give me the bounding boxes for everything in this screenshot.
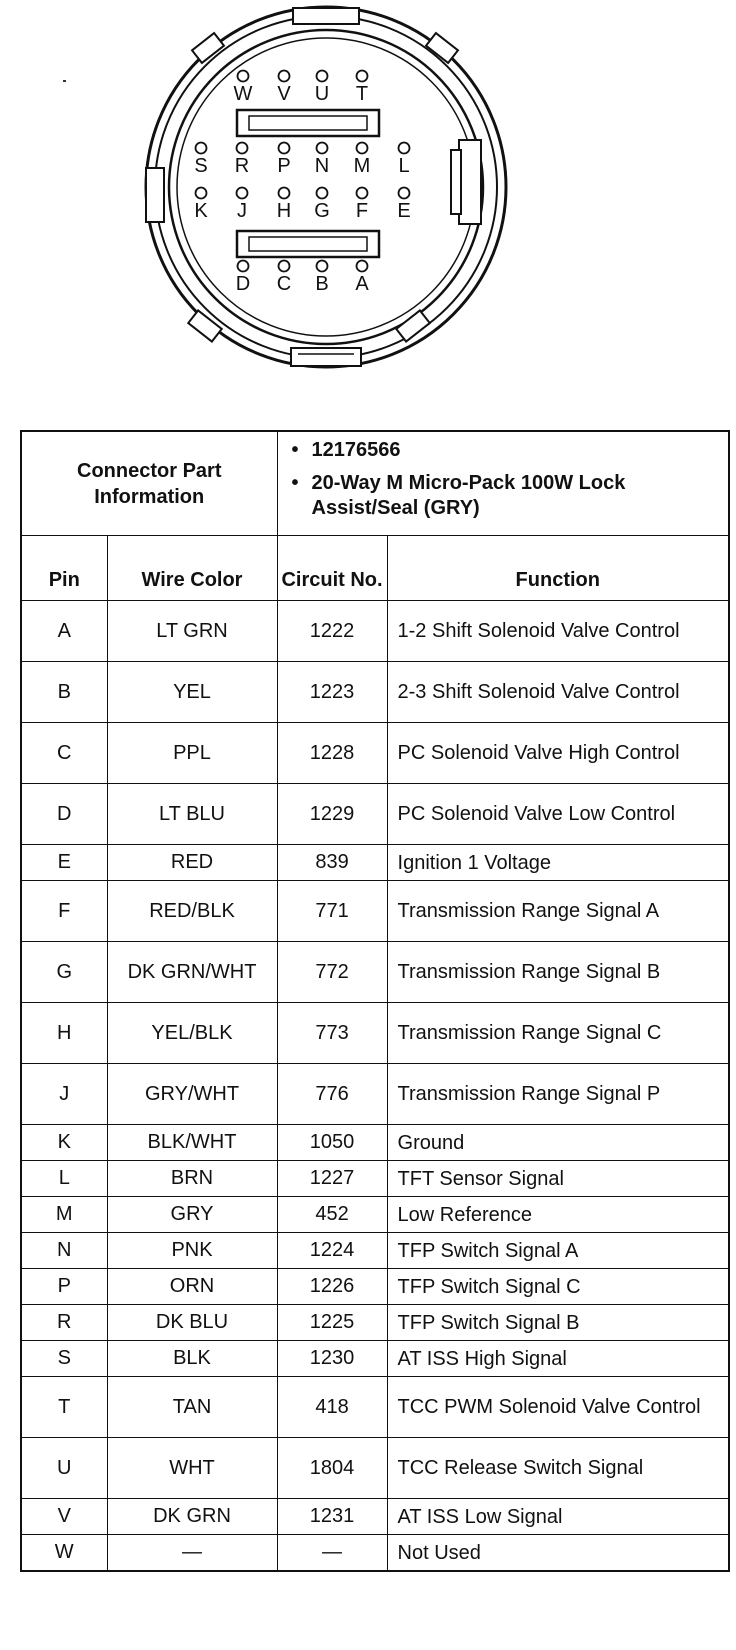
pin-cavity xyxy=(317,71,328,82)
pin-cell: P xyxy=(21,1269,107,1305)
circuit-cell: 839 xyxy=(277,845,387,881)
header-pin: Pin xyxy=(21,536,107,601)
function-cell: Transmission Range Signal C xyxy=(387,1003,729,1064)
pin-label: C xyxy=(276,273,292,295)
circuit-cell: 776 xyxy=(277,1064,387,1125)
function-cell: Transmission Range Signal A xyxy=(387,881,729,942)
function-cell: 2-3 Shift Solenoid Valve Control xyxy=(387,662,729,723)
circuit-cell: 1804 xyxy=(277,1438,387,1499)
table-row xyxy=(21,1064,729,1125)
pin-label: V xyxy=(277,83,291,105)
table-row xyxy=(21,662,729,723)
function-cell: Ground xyxy=(387,1125,729,1161)
table-row xyxy=(21,784,729,845)
function-cell: TCC PWM Solenoid Valve Control xyxy=(387,1377,729,1438)
function-cell: TCC Release Switch Signal xyxy=(387,1438,729,1499)
pin-cavity xyxy=(317,188,328,199)
table-row xyxy=(21,1125,729,1161)
pin-cell: D xyxy=(21,784,107,845)
wire-color-cell: DK BLU xyxy=(107,1305,277,1341)
pin-cavity xyxy=(357,261,368,272)
pin-cavity xyxy=(357,71,368,82)
table-row xyxy=(21,1233,729,1269)
table-row xyxy=(21,1003,729,1064)
pin-cell: U xyxy=(21,1438,107,1499)
function-cell: TFP Switch Signal B xyxy=(387,1305,729,1341)
wire-color-cell: PNK xyxy=(107,1233,277,1269)
rim-tab-lower-left xyxy=(188,310,221,341)
pin-cell: N xyxy=(21,1233,107,1269)
pin-cavity xyxy=(238,71,249,82)
pin-cell: L xyxy=(21,1161,107,1197)
pin-cell: S xyxy=(21,1341,107,1377)
circuit-cell: 1222 xyxy=(277,601,387,662)
right-latch xyxy=(459,140,481,224)
pin-cavity xyxy=(237,188,248,199)
pin-cell: T xyxy=(21,1377,107,1438)
column-header-row xyxy=(21,536,729,601)
pin-label: W xyxy=(233,83,253,105)
pin-label: F xyxy=(355,200,369,222)
circuit-cell: 1230 xyxy=(277,1341,387,1377)
function-cell: TFT Sensor Signal xyxy=(387,1161,729,1197)
rim-tab-upper-left xyxy=(192,33,224,63)
function-cell: Ignition 1 Voltage xyxy=(387,845,729,881)
table-row xyxy=(21,601,729,662)
circuit-cell: 1231 xyxy=(277,1499,387,1535)
circuit-cell: 418 xyxy=(277,1377,387,1438)
part-number: • 12176566 xyxy=(290,438,719,463)
pin-cavity xyxy=(279,143,290,154)
table-row xyxy=(21,881,729,942)
pin-cell: V xyxy=(21,1499,107,1535)
wire-color-cell: RED/BLK xyxy=(107,881,277,942)
connector-pinout-table xyxy=(20,430,730,1572)
circuit-cell: 773 xyxy=(277,1003,387,1064)
pin-cavity xyxy=(279,188,290,199)
table-row xyxy=(21,942,729,1003)
table-row xyxy=(21,845,729,881)
table-row xyxy=(21,1377,729,1438)
circuit-cell: 1227 xyxy=(277,1161,387,1197)
pin-cell: H xyxy=(21,1003,107,1064)
pin-label: E xyxy=(397,200,411,222)
circuit-cell: 1229 xyxy=(277,784,387,845)
pin-label: U xyxy=(314,83,330,105)
circuit-cell: 1225 xyxy=(277,1305,387,1341)
pin-label: M xyxy=(353,155,371,177)
function-cell: TFP Switch Signal A xyxy=(387,1233,729,1269)
table-row xyxy=(21,723,729,784)
wire-color-cell: ORN xyxy=(107,1269,277,1305)
pin-label: D xyxy=(235,273,251,295)
wire-color-cell: GRY xyxy=(107,1197,277,1233)
pin-label: S xyxy=(194,155,208,177)
table-row xyxy=(21,1341,729,1377)
table-row xyxy=(21,1161,729,1197)
wire-color-cell: YEL/BLK xyxy=(107,1003,277,1064)
pin-label: G xyxy=(314,200,330,222)
wire-color-cell: TAN xyxy=(107,1377,277,1438)
pin-cell: F xyxy=(21,881,107,942)
circuit-cell: 1224 xyxy=(277,1233,387,1269)
circuit-cell: 771 xyxy=(277,881,387,942)
connector-face-diagram xyxy=(0,0,736,390)
pin-cavity xyxy=(279,71,290,82)
connector-description: • 20-Way M Micro-Pack 100W Lock Assist/Seal (GRY) xyxy=(290,471,719,521)
header-function: Function xyxy=(387,536,729,601)
function-cell: AT ISS High Signal xyxy=(387,1341,729,1377)
connector-outer-ring-2 xyxy=(155,16,497,358)
pin-label: P xyxy=(277,155,291,177)
wire-color-cell: BLK/WHT xyxy=(107,1125,277,1161)
wire-color-cell: BRN xyxy=(107,1161,277,1197)
pin-cavity xyxy=(279,261,290,272)
function-cell: TFP Switch Signal C xyxy=(387,1269,729,1305)
circuit-cell: — xyxy=(277,1535,387,1572)
pin-label: J xyxy=(237,200,247,222)
pin-cavity xyxy=(399,188,410,199)
function-cell: 1-2 Shift Solenoid Valve Control xyxy=(387,601,729,662)
pin-cell: B xyxy=(21,662,107,723)
table-row xyxy=(21,1197,729,1233)
wire-color-cell: LT BLU xyxy=(107,784,277,845)
pin-cavity xyxy=(399,143,410,154)
function-cell: Not Used xyxy=(387,1535,729,1572)
pin-cavity xyxy=(357,143,368,154)
table-row xyxy=(21,1499,729,1535)
pin-cell: C xyxy=(21,723,107,784)
circuit-cell: 1226 xyxy=(277,1269,387,1305)
circuit-cell: 452 xyxy=(277,1197,387,1233)
pin-cell: W xyxy=(21,1535,107,1572)
pin-cell: G xyxy=(21,942,107,1003)
pin-cavity xyxy=(317,143,328,154)
wire-color-cell: RED xyxy=(107,845,277,881)
left-latch xyxy=(146,168,164,222)
wire-color-cell: BLK xyxy=(107,1341,277,1377)
table-row xyxy=(21,1535,729,1572)
header-wire-color: Wire Color xyxy=(107,536,277,601)
connector-pins xyxy=(194,71,410,296)
function-cell: Transmission Range Signal B xyxy=(387,942,729,1003)
function-cell: PC Solenoid Valve Low Control xyxy=(387,784,729,845)
wire-color-cell: YEL xyxy=(107,662,277,723)
pin-cell: K xyxy=(21,1125,107,1161)
circuit-cell: 772 xyxy=(277,942,387,1003)
part-info-row xyxy=(21,431,729,536)
function-cell: Low Reference xyxy=(387,1197,729,1233)
pin-cell: M xyxy=(21,1197,107,1233)
pin-label: L xyxy=(398,155,410,177)
wire-color-cell: DK GRN xyxy=(107,1499,277,1535)
circuit-cell: 1223 xyxy=(277,662,387,723)
function-cell: Transmission Range Signal P xyxy=(387,1064,729,1125)
wire-color-cell: WHT xyxy=(107,1438,277,1499)
top-key-notch xyxy=(293,8,359,24)
pin-cavity xyxy=(238,261,249,272)
pin-cell: R xyxy=(21,1305,107,1341)
wire-color-cell: GRY/WHT xyxy=(107,1064,277,1125)
pin-cavity xyxy=(237,143,248,154)
header-circuit-no: Circuit No. xyxy=(277,536,387,601)
table-row xyxy=(21,1305,729,1341)
circuit-cell: 1228 xyxy=(277,723,387,784)
wire-color-cell: — xyxy=(107,1535,277,1572)
bottom-key-notch xyxy=(291,348,361,366)
wire-color-cell: LT GRN xyxy=(107,601,277,662)
pin-label: A xyxy=(355,273,369,295)
part-info-label: Connector Part Information xyxy=(21,431,277,536)
pin-cavity xyxy=(357,188,368,199)
pin-label: N xyxy=(314,155,330,177)
pin-label: K xyxy=(194,200,208,222)
pin-label: B xyxy=(315,273,329,295)
part-info-values xyxy=(277,431,729,536)
pin-cell: E xyxy=(21,845,107,881)
pin-label: H xyxy=(276,200,292,222)
circuit-cell: 1050 xyxy=(277,1125,387,1161)
function-cell: AT ISS Low Signal xyxy=(387,1499,729,1535)
function-cell: PC Solenoid Valve High Control xyxy=(387,723,729,784)
wire-color-cell: DK GRN/WHT xyxy=(107,942,277,1003)
pin-cell: A xyxy=(21,601,107,662)
table-row xyxy=(21,1269,729,1305)
table-row xyxy=(21,1438,729,1499)
pin-label: R xyxy=(234,155,250,177)
pin-cavity xyxy=(196,143,207,154)
pin-cavity xyxy=(196,188,207,199)
pin-label: T xyxy=(355,83,369,105)
pin-cavity xyxy=(317,261,328,272)
wire-color-cell: PPL xyxy=(107,723,277,784)
pin-cell: J xyxy=(21,1064,107,1125)
